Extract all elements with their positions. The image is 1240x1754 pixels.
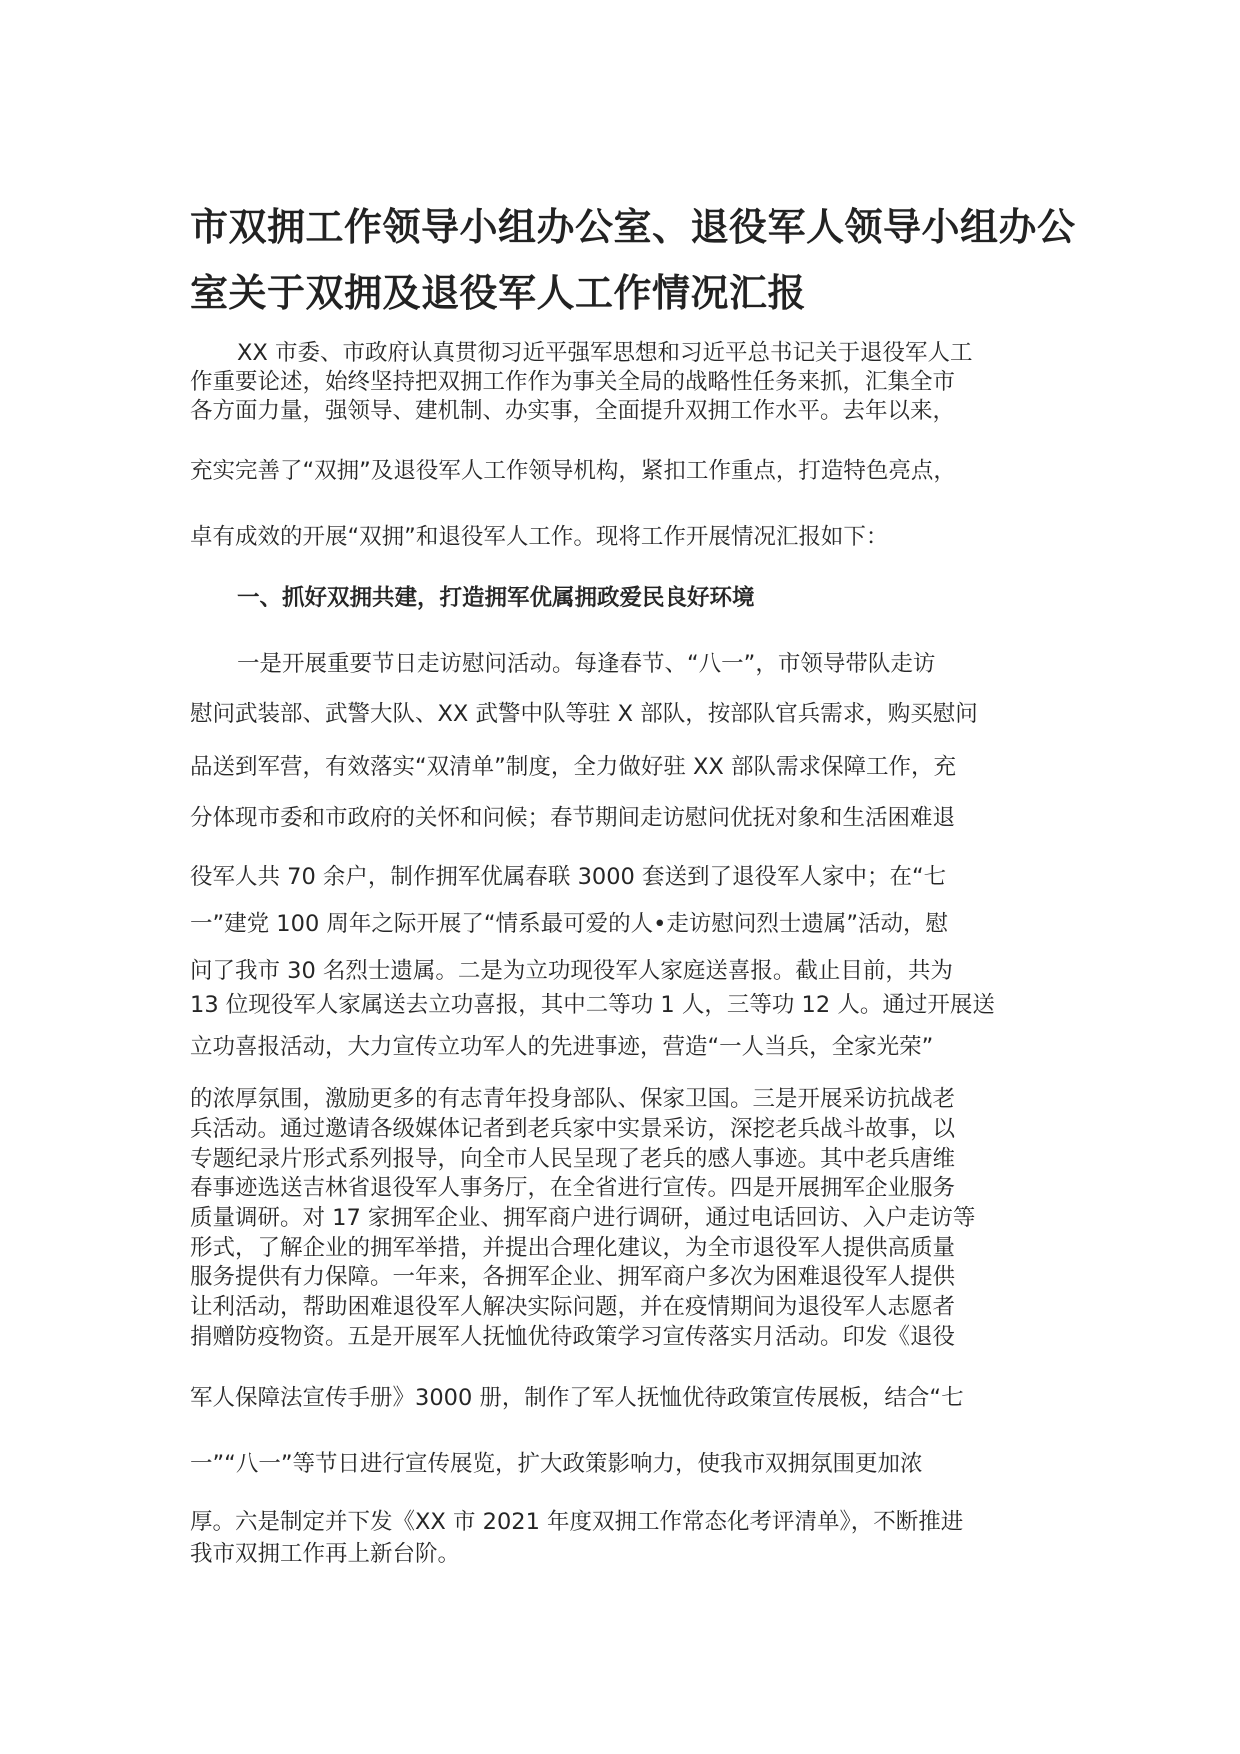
paragraph-line: 兵活动。通过邀请各级媒体记者到老兵家中实景采访，深挖老兵战斗故事，以 <box>190 1116 956 1142</box>
section-heading: 一、抓好双拥共建，打造拥军优属拥政爱民良好环境 <box>237 585 755 611</box>
paragraph-line: 厚。六是制定并下发《XX 市 2021 年度双拥工作常态化考评清单》，不断推进 <box>190 1509 964 1535</box>
paragraph-line: 各方面力量，强领导、建机制、办实事，全面提升双拥工作水平。去年以来， <box>190 398 956 424</box>
paragraph-line: 春事迹选送吉林省退役军人事务厅，在全省进行宣传。四是开展拥军企业服务 <box>190 1175 956 1201</box>
paragraph-line: 服务提供有力保障。一年来，各拥军企业、拥军商户多次为困难退役军人提供 <box>190 1264 956 1290</box>
paragraph-line: 立功喜报活动，大力宣传立功军人的先进事迹，营造“一人当兵，全家光荣” <box>190 1034 934 1060</box>
paragraph-line: XX 市委、市政府认真贯彻习近平强军思想和习近平总书记关于退役军人工 <box>237 340 973 366</box>
paragraph-line: 作重要论述，始终坚持把双拥工作作为事关全局的战略性任务来抓，汇集全市 <box>190 369 956 395</box>
paragraph-line: 的浓厚氛围，激励更多的有志青年投身部队、保家卫国。三是开展采访抗战老 <box>190 1086 956 1112</box>
paragraph-line: 品送到军营，有效落实“双清单”制度，全力做好驻 XX 部队需求保障工作，充 <box>190 754 956 780</box>
paragraph-line: 捐赠防疫物资。五是开展军人抚恤优待政策学习宣传落实月活动。印发《退役 <box>190 1324 956 1350</box>
paragraph-line: 专题纪录片形式系列报导，向全市人民呈现了老兵的感人事迹。其中老兵唐维 <box>190 1146 956 1172</box>
paragraph-line: 卓有成效的开展“双拥”和退役军人工作。现将工作开展情况汇报如下： <box>190 524 889 550</box>
paragraph-line: 问了我市 30 名烈士遗属。二是为立功现役军人家庭送喜报。截止目前，共为 <box>190 958 953 984</box>
paragraph-line: 军人保障法宣传手册》3000 册，制作了军人抚恤优待政策宣传展板，结合“七 <box>190 1385 964 1411</box>
paragraph-line: 质量调研。对 17 家拥军企业、拥军商户进行调研，通过电话回访、入户走访等 <box>190 1205 976 1231</box>
paragraph-line: 慰问武装部、武警大队、XX 武警中队等驻 X 部队，按部队官兵需求，购买慰问 <box>190 701 978 727</box>
title-line: 室关于双拥及退役军人工作情况汇报 <box>190 270 807 315</box>
paragraph-line: 我市双拥工作再上新台阶。 <box>190 1541 461 1567</box>
paragraph-line: 充实完善了“双拥”及退役军人工作领导机构，紧扣工作重点，打造特色亮点， <box>190 458 956 484</box>
paragraph-line: 形式，了解企业的拥军举措，并提出合理化建议，为全市退役军人提供高质量 <box>190 1235 956 1261</box>
paragraph-line: 一”建党 100 周年之际开展了“情系最可爱的人•走访慰问烈士遗属”活动，慰 <box>190 911 948 937</box>
paragraph-line: 一”“八一”等节日进行宣传展览，扩大政策影响力，使我市双拥氛围更加浓 <box>190 1451 923 1477</box>
paragraph-line: 一是开展重要节日走访慰问活动。每逢春节、“八一”，市领导带队走访 <box>237 651 936 677</box>
paragraph-line: 分体现市委和市政府的关怀和问候；春节期间走访慰问优抚对象和生活困难退 <box>190 805 956 831</box>
paragraph-line: 让利活动，帮助困难退役军人解决实际问题，并在疫情期间为退役军人志愿者 <box>190 1294 956 1320</box>
document-title <box>190 194 1076 326</box>
paragraph-line: 役军人共 70 余户，制作拥军优属春联 3000 套送到了退役军人家中；在“七 <box>190 864 947 890</box>
paragraph-line: 13 位现役军人家属送去立功喜报，其中二等功 1 人，三等功 12 人。通过开展送 <box>190 992 995 1018</box>
title-line: 市双拥工作领导小组办公室、退役军人领导小组办公 <box>190 204 1076 249</box>
